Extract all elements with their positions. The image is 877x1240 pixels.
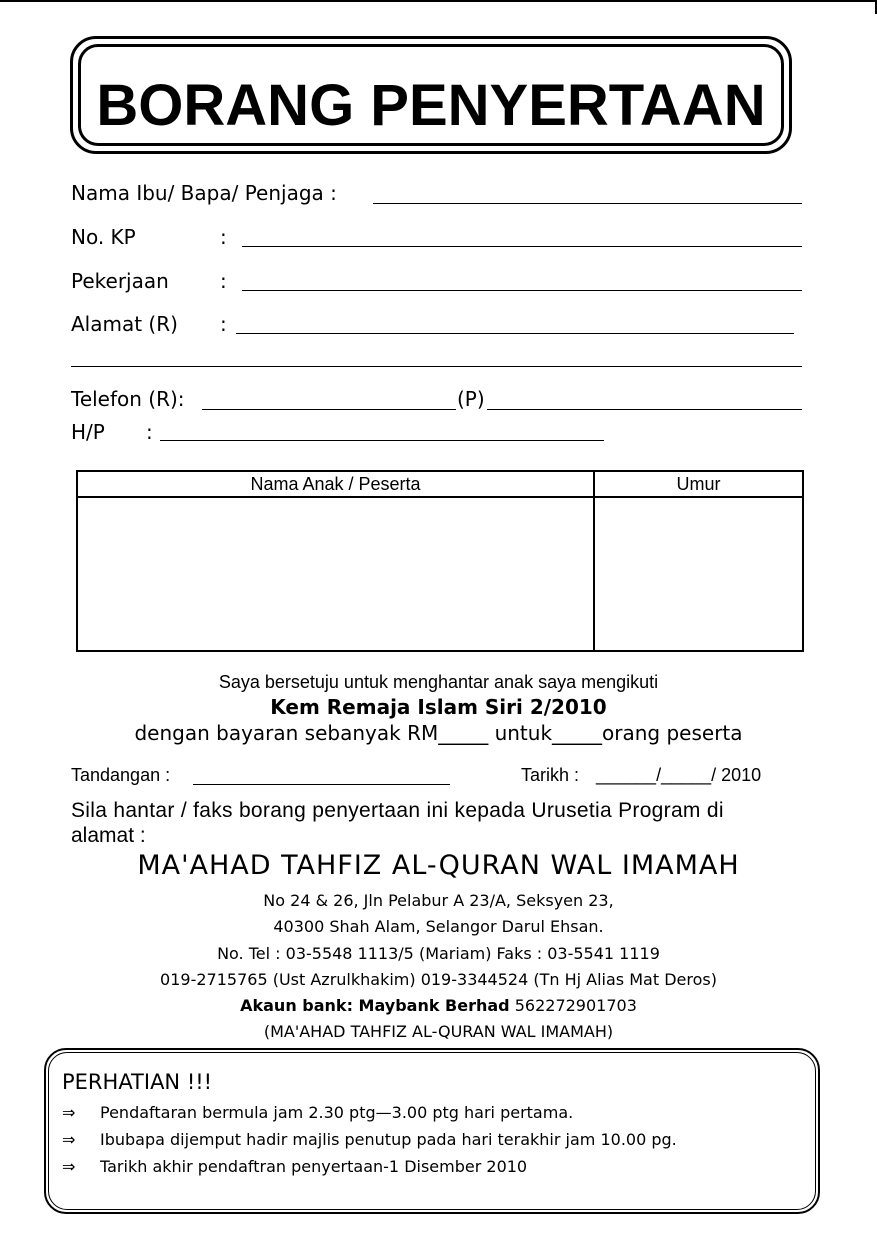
alamat-label: Alamat (R) <box>71 312 178 336</box>
column-header-nama: Nama Anak / Peserta <box>77 471 594 497</box>
consent-line-3: dengan bayaran sebanyak RM_____ untuk_____orang peserta <box>134 721 743 745</box>
kp-field[interactable] <box>242 246 802 247</box>
top-border-line <box>0 0 877 2</box>
mobile-contacts-line: 019-2715765 (Ust Azrulkhakim) 019-3344524 (Tn Hj Alias Mat Deros) <box>160 970 717 989</box>
nama-label: Nama Ibu/ Bapa/ Penjaga : <box>71 181 337 205</box>
participants-table <box>76 470 804 652</box>
phone-fax-line: No. Tel : 03-5548 1113/5 (Mariam) Faks : 03-5541 1119 <box>217 944 660 963</box>
notice-item: Pendaftaran bermula jam 2.30 ptg—3.00 ptg hari pertama. <box>100 1103 574 1122</box>
tandangan-label: Tandangan : <box>71 765 171 785</box>
instruction-line-1: Sila hantar / faks borang penyertaan ini kepada Urusetia Program di <box>71 799 724 822</box>
hp-colon: : <box>146 420 153 444</box>
table-row <box>77 497 803 651</box>
address-line-1: No 24 & 26, Jln Pelabur A 23/A, Seksyen 23, <box>263 891 614 910</box>
arrow-icon: ⇒ <box>62 1157 76 1176</box>
organization-name: MA'AHAD TAHFIZ AL-QURAN WAL IMAMAH <box>137 850 740 881</box>
notice-item: Ibubapa dijemput hadir majlis penutup pada hari terakhir jam 10.00 pg. <box>100 1130 677 1149</box>
alamat-colon: : <box>220 312 227 336</box>
kp-label: No. KP <box>71 225 136 249</box>
bank-account-number: 562272901703 <box>514 996 637 1015</box>
bank-label: Akaun bank: Maybank Berhad <box>240 996 510 1015</box>
account-name-line: (MA'AHAD TAHFIZ AL-QURAN WAL IMAMAH) <box>263 1022 614 1041</box>
bank-line <box>0 996 877 1015</box>
address-line-2: 40300 Shah Alam, Selangor Darul Ehsan. <box>273 917 604 936</box>
consent-line-1: Saya bersetuju untuk menghantar anak saya mengikuti <box>218 672 659 692</box>
tarikh-field[interactable]: ______/_____/ 2010 <box>596 765 762 785</box>
hp-label: H/P <box>71 420 105 444</box>
notice-heading: PERHATIAN !!! <box>62 1070 213 1094</box>
notice-item: Tarikh akhir pendaftran penyertaan-1 Disember 2010 <box>100 1157 528 1176</box>
nama-anak-cell[interactable] <box>77 497 594 651</box>
instruction-line-2: alamat : <box>71 824 146 847</box>
kp-colon: : <box>220 225 227 249</box>
tandangan-field[interactable] <box>193 784 450 785</box>
telefon-p-field[interactable] <box>487 409 802 410</box>
hp-field[interactable] <box>160 440 604 441</box>
nama-field[interactable] <box>373 203 802 204</box>
pekerjaan-colon: : <box>220 269 227 293</box>
pekerjaan-field[interactable] <box>242 290 802 291</box>
event-name: Kem Remaja Islam Siri 2/2010 <box>270 695 607 719</box>
pekerjaan-label: Pekerjaan <box>71 269 169 293</box>
arrow-icon: ⇒ <box>62 1130 76 1149</box>
column-header-umur: Umur <box>594 471 803 497</box>
page-title: BORANG PENYERTAAN <box>96 73 766 138</box>
alamat-field-2[interactable] <box>71 366 802 367</box>
umur-cell[interactable] <box>594 497 803 651</box>
telefon-p-label: (P) <box>457 387 485 411</box>
arrow-icon: ⇒ <box>62 1103 76 1122</box>
table-header-row <box>77 471 803 497</box>
telefon-r-field[interactable] <box>202 409 456 410</box>
telefon-label: Telefon (R): <box>71 387 185 411</box>
tarikh-label: Tarikh : <box>521 765 580 785</box>
alamat-field-1[interactable] <box>236 333 794 334</box>
